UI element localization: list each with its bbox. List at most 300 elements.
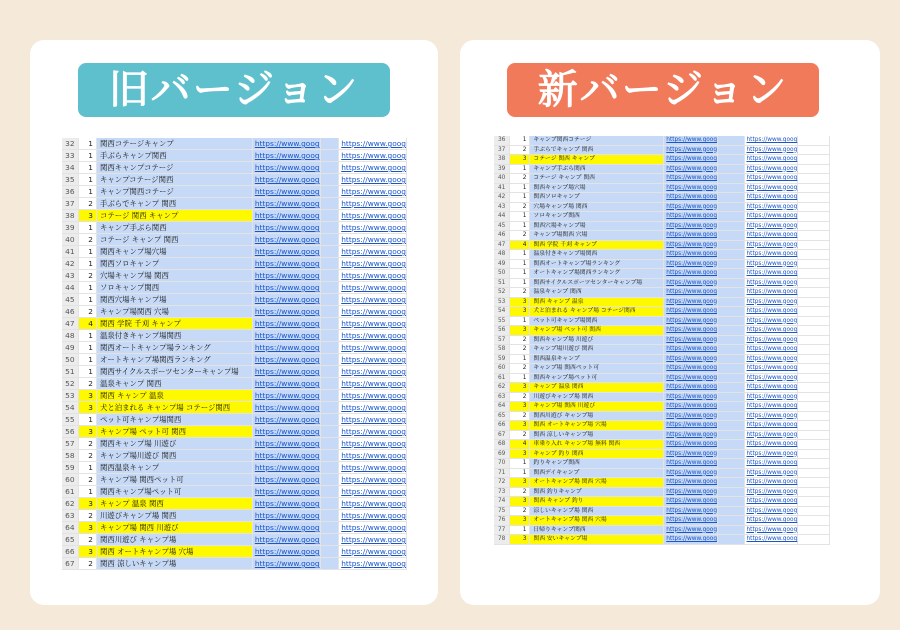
url-link-spacer — [718, 297, 744, 307]
url-link-second[interactable]: https://www.goog — [339, 474, 407, 486]
count-cell: 1 — [510, 278, 530, 288]
url-link[interactable]: https://www.goog — [252, 186, 320, 198]
url-link-spacer — [320, 402, 339, 414]
url-link-second[interactable]: https://www.goog — [744, 316, 798, 326]
row-number: 59 — [62, 462, 78, 474]
keyword-cell: キャンプ関西コテージ — [530, 136, 664, 145]
url-link-spacer — [320, 270, 339, 282]
url-link[interactable]: https://www.goog — [252, 498, 320, 510]
url-link-second[interactable]: https://www.goog — [339, 330, 407, 342]
empty-cell — [798, 174, 830, 184]
count-cell: 1 — [510, 164, 530, 174]
url-link[interactable]: https://www.goog — [664, 478, 718, 488]
keyword-cell: キャンプ場川遊び 関西 — [96, 450, 252, 462]
url-link-second[interactable]: https://www.goog — [339, 510, 407, 522]
url-link[interactable]: https://www.goog — [252, 210, 320, 222]
url-link[interactable]: https://www.goog — [252, 270, 320, 282]
table-row — [62, 510, 407, 522]
url-link-spacer — [718, 259, 744, 269]
url-link[interactable]: https://www.goog — [664, 307, 718, 317]
keyword-cell: ソロキャンプ関西 — [96, 282, 252, 294]
url-link-second[interactable]: https://www.goog — [339, 162, 407, 174]
url-link[interactable]: https://www.goog — [252, 318, 320, 330]
keyword-cell: 犬と泊まれる キャンプ場 コテージ関西 — [96, 402, 252, 414]
row-number: 62 — [62, 498, 78, 510]
url-link-second[interactable]: https://www.goog — [339, 366, 407, 378]
url-link[interactable]: https://www.goog — [664, 202, 718, 212]
url-link[interactable]: https://www.goog — [664, 174, 718, 184]
row-number: 57 — [62, 438, 78, 450]
url-link[interactable]: https://www.goog — [664, 506, 718, 516]
empty-cell — [798, 326, 830, 336]
url-link[interactable]: https://www.goog — [664, 288, 718, 298]
count-cell: 2 — [78, 510, 96, 522]
url-link[interactable]: https://www.goog — [664, 516, 718, 526]
keyword-cell: 関西オートキャンプ場ランキング — [530, 259, 664, 269]
url-link-second[interactable]: https://www.goog — [339, 414, 407, 426]
url-link[interactable]: https://www.goog — [252, 354, 320, 366]
url-link[interactable]: https://www.goog — [664, 411, 718, 421]
url-link-second[interactable]: https://www.goog — [744, 202, 798, 212]
count-cell: 1 — [510, 525, 530, 535]
url-link-second[interactable]: https://www.goog — [744, 535, 798, 545]
count-cell: 1 — [78, 486, 96, 498]
url-link-spacer — [320, 198, 339, 210]
url-link-second[interactable]: https://www.goog — [339, 198, 407, 210]
url-link[interactable]: https://www.goog — [252, 558, 320, 570]
url-link[interactable]: https://www.goog — [664, 316, 718, 326]
url-link-second[interactable]: https://www.goog — [744, 212, 798, 222]
url-link[interactable]: https://www.goog — [664, 326, 718, 336]
count-cell: 2 — [510, 288, 530, 298]
url-link[interactable]: https://www.goog — [664, 164, 718, 174]
url-link-second[interactable]: https://www.goog — [744, 373, 798, 383]
keyword-cell: 関西川遊び キャンプ場 — [96, 534, 252, 546]
url-link-spacer — [718, 231, 744, 241]
url-link[interactable]: https://www.goog — [252, 330, 320, 342]
url-link[interactable]: https://www.goog — [664, 430, 718, 440]
url-link-second[interactable]: https://www.goog — [744, 297, 798, 307]
url-link-second[interactable]: https://www.goog — [339, 558, 407, 570]
old-spreadsheet — [62, 138, 407, 568]
count-cell: 1 — [510, 316, 530, 326]
url-link[interactable]: https://www.goog — [664, 250, 718, 260]
count-cell: 1 — [78, 330, 96, 342]
row-number: 33 — [62, 150, 78, 162]
url-link[interactable]: https://www.goog — [664, 221, 718, 231]
url-link-second[interactable]: https://www.goog — [744, 364, 798, 374]
row-number: 53 — [62, 390, 78, 402]
url-link[interactable]: https://www.goog — [252, 282, 320, 294]
url-link[interactable]: https://www.goog — [252, 390, 320, 402]
keyword-cell: 関西キャンプ場ペット可 — [530, 373, 664, 383]
url-link[interactable]: https://www.goog — [664, 335, 718, 345]
url-link[interactable]: https://www.goog — [664, 497, 718, 507]
url-link-second[interactable]: https://www.goog — [744, 497, 798, 507]
keyword-cell: キャンプ場 関西ペット可 — [96, 474, 252, 486]
empty-cell — [798, 364, 830, 374]
url-link[interactable]: https://www.goog — [252, 138, 320, 150]
keyword-cell: 温泉キャンプ 関西 — [96, 378, 252, 390]
url-link-second[interactable]: https://www.goog — [339, 462, 407, 474]
count-cell: 1 — [510, 373, 530, 383]
table-row — [62, 366, 407, 378]
url-link[interactable]: https://www.goog — [252, 162, 320, 174]
table-row — [494, 212, 830, 222]
url-link-second[interactable]: https://www.goog — [744, 506, 798, 516]
url-link-second[interactable]: https://www.goog — [744, 335, 798, 345]
count-cell: 3 — [78, 498, 96, 510]
row-number: 36 — [62, 186, 78, 198]
table-row — [62, 330, 407, 342]
count-cell: 3 — [510, 297, 530, 307]
url-link-second[interactable]: https://www.goog — [744, 269, 798, 279]
url-link-second[interactable]: https://www.goog — [744, 449, 798, 459]
url-link[interactable]: https://www.goog — [664, 193, 718, 203]
url-link-second[interactable]: https://www.goog — [339, 486, 407, 498]
row-number: 53 — [494, 297, 510, 307]
url-link-second[interactable]: https://www.goog — [339, 306, 407, 318]
count-cell: 2 — [510, 392, 530, 402]
url-link-second[interactable]: https://www.goog — [744, 430, 798, 440]
url-link-second[interactable]: https://www.goog — [339, 270, 407, 282]
url-link-second[interactable]: https://www.goog — [744, 411, 798, 421]
url-link[interactable]: https://www.goog — [252, 402, 320, 414]
url-link-second[interactable]: https://www.goog — [744, 174, 798, 184]
url-link[interactable]: https://www.goog — [252, 222, 320, 234]
keyword-cell: 関西 涼しいキャンプ場 — [530, 430, 664, 440]
count-cell: 1 — [510, 250, 530, 260]
table-row — [494, 155, 830, 165]
url-link-second[interactable]: https://www.goog — [339, 150, 407, 162]
row-number: 77 — [494, 525, 510, 535]
url-link[interactable]: https://www.goog — [664, 525, 718, 535]
url-link[interactable]: https://www.goog — [664, 231, 718, 241]
url-link-spacer — [320, 210, 339, 222]
url-link-second[interactable]: https://www.goog — [339, 402, 407, 414]
url-link-second[interactable]: https://www.goog — [339, 222, 407, 234]
table-row — [494, 478, 830, 488]
url-link-second[interactable]: https://www.goog — [339, 210, 407, 222]
url-link[interactable]: https://www.goog — [664, 297, 718, 307]
url-link[interactable]: https://www.goog — [664, 487, 718, 497]
table-row — [62, 198, 407, 210]
url-link-second[interactable]: https://www.goog — [339, 534, 407, 546]
url-link-second[interactable]: https://www.goog — [339, 174, 407, 186]
row-number: 58 — [62, 450, 78, 462]
keyword-cell: 川遊びキャンプ場 関西 — [530, 392, 664, 402]
url-link-spacer — [718, 421, 744, 431]
keyword-cell: 犬と泊まれる キャンプ場 コテージ関西 — [530, 307, 664, 317]
keyword-cell: ペット可キャンプ場関西 — [530, 316, 664, 326]
url-link[interactable]: https://www.goog — [664, 449, 718, 459]
count-cell: 1 — [510, 136, 530, 145]
url-link-second[interactable]: https://www.goog — [339, 294, 407, 306]
url-link-second[interactable]: https://www.goog — [339, 378, 407, 390]
url-link[interactable]: https://www.goog — [664, 136, 718, 145]
table-row — [494, 468, 830, 478]
url-link[interactable]: https://www.goog — [252, 378, 320, 390]
url-link-spacer — [718, 449, 744, 459]
url-link[interactable]: https://www.goog — [252, 174, 320, 186]
url-link-second[interactable]: https://www.goog — [744, 278, 798, 288]
row-number: 40 — [494, 174, 510, 184]
table-row — [494, 335, 830, 345]
url-link[interactable]: https://www.goog — [664, 392, 718, 402]
table-row — [62, 342, 407, 354]
url-link[interactable]: https://www.goog — [664, 259, 718, 269]
url-link-second[interactable]: https://www.goog — [339, 342, 407, 354]
count-cell: 2 — [510, 345, 530, 355]
row-number: 43 — [62, 270, 78, 282]
url-link-second[interactable]: https://www.goog — [339, 450, 407, 462]
url-link-second[interactable]: https://www.goog — [744, 525, 798, 535]
count-cell: 1 — [78, 282, 96, 294]
keyword-cell: オートキャンプ場 関西 穴場 — [530, 516, 664, 526]
count-cell: 1 — [510, 468, 530, 478]
count-cell: 3 — [78, 426, 96, 438]
url-link-spacer — [320, 222, 339, 234]
url-link[interactable]: https://www.goog — [252, 414, 320, 426]
url-link-spacer — [718, 335, 744, 345]
url-link[interactable]: https://www.goog — [252, 462, 320, 474]
count-cell: 2 — [78, 558, 96, 570]
keyword-cell: 関西キャンプ場 川遊び — [96, 438, 252, 450]
url-link-second[interactable]: https://www.goog — [744, 468, 798, 478]
row-number: 44 — [494, 212, 510, 222]
table-row — [62, 390, 407, 402]
url-link[interactable]: https://www.goog — [252, 486, 320, 498]
url-link-spacer — [718, 497, 744, 507]
url-link-second[interactable]: https://www.goog — [744, 326, 798, 336]
url-link[interactable]: https://www.goog — [252, 150, 320, 162]
url-link-second[interactable]: https://www.goog — [744, 516, 798, 526]
url-link[interactable]: https://www.goog — [664, 459, 718, 469]
table-row — [494, 250, 830, 260]
table-row — [494, 174, 830, 184]
url-link[interactable]: https://www.goog — [664, 183, 718, 193]
keyword-cell: 穴場キャンプ場 関西 — [530, 202, 664, 212]
url-link-second[interactable]: https://www.goog — [339, 426, 407, 438]
row-number: 63 — [494, 392, 510, 402]
url-link[interactable]: https://www.goog — [252, 438, 320, 450]
table-row — [494, 516, 830, 526]
url-link-second[interactable]: https://www.goog — [339, 318, 407, 330]
url-link[interactable]: https://www.goog — [664, 440, 718, 450]
url-link-spacer — [320, 282, 339, 294]
count-cell: 2 — [78, 270, 96, 282]
table-row — [494, 259, 830, 269]
url-link[interactable]: https://www.goog — [252, 546, 320, 558]
url-link-second[interactable]: https://www.goog — [744, 459, 798, 469]
url-link[interactable]: https://www.goog — [664, 373, 718, 383]
url-link[interactable]: https://www.goog — [252, 534, 320, 546]
keyword-cell: 涼しいキャンプ場 関西 — [530, 506, 664, 516]
row-number: 42 — [494, 193, 510, 203]
url-link-second[interactable]: https://www.goog — [339, 522, 407, 534]
count-cell: 2 — [78, 534, 96, 546]
url-link-second[interactable]: https://www.goog — [744, 259, 798, 269]
url-link[interactable]: https://www.goog — [664, 383, 718, 393]
count-cell: 2 — [78, 438, 96, 450]
keyword-cell: 温泉キャンプ 関西 — [530, 288, 664, 298]
url-link-second[interactable]: https://www.goog — [744, 345, 798, 355]
url-link[interactable]: https://www.goog — [664, 155, 718, 165]
url-link[interactable]: https://www.goog — [664, 212, 718, 222]
table-row — [62, 258, 407, 270]
keyword-cell: キャンプ 釣り 関西 — [530, 449, 664, 459]
url-link-second[interactable]: https://www.goog — [744, 392, 798, 402]
url-link-second[interactable]: https://www.goog — [744, 383, 798, 393]
url-link-second[interactable]: https://www.goog — [339, 258, 407, 270]
table-row — [62, 354, 407, 366]
row-number: 50 — [62, 354, 78, 366]
url-link-second[interactable]: https://www.goog — [339, 186, 407, 198]
url-link-spacer — [718, 392, 744, 402]
keyword-cell: キャンプ場 関西 川遊び — [530, 402, 664, 412]
empty-cell — [798, 345, 830, 355]
url-link-second[interactable]: https://www.goog — [744, 183, 798, 193]
url-link-second[interactable]: https://www.goog — [744, 240, 798, 250]
row-number: 65 — [494, 411, 510, 421]
url-link-second[interactable]: https://www.goog — [744, 145, 798, 155]
url-link[interactable]: https://www.goog — [252, 510, 320, 522]
url-link-second[interactable]: https://www.goog — [339, 234, 407, 246]
empty-cell — [798, 402, 830, 412]
url-link[interactable]: https://www.goog — [252, 522, 320, 534]
empty-cell — [798, 297, 830, 307]
url-link[interactable]: https://www.goog — [252, 234, 320, 246]
url-link[interactable]: https://www.goog — [664, 421, 718, 431]
table-row — [494, 354, 830, 364]
url-link[interactable]: https://www.goog — [664, 345, 718, 355]
count-cell: 2 — [510, 231, 530, 241]
url-link[interactable]: https://www.goog — [664, 468, 718, 478]
url-link-second[interactable]: https://www.goog — [744, 164, 798, 174]
url-link-second[interactable]: https://www.goog — [339, 354, 407, 366]
url-link-spacer — [718, 212, 744, 222]
url-link-second[interactable]: https://www.goog — [744, 354, 798, 364]
url-link-spacer — [320, 546, 339, 558]
keyword-cell: 関西キャンプ場ペット可 — [96, 486, 252, 498]
url-link[interactable]: https://www.goog — [252, 450, 320, 462]
url-link-spacer — [718, 525, 744, 535]
empty-cell — [798, 411, 830, 421]
empty-cell — [798, 259, 830, 269]
url-link[interactable]: https://www.goog — [252, 474, 320, 486]
keyword-cell: 関西キャンプコテージ — [96, 162, 252, 174]
url-link-second[interactable]: https://www.goog — [744, 402, 798, 412]
url-link[interactable]: https://www.goog — [664, 354, 718, 364]
url-link-second[interactable]: https://www.goog — [339, 246, 407, 258]
row-number: 41 — [494, 183, 510, 193]
url-link[interactable]: https://www.goog — [252, 246, 320, 258]
url-link-second[interactable]: https://www.goog — [744, 487, 798, 497]
empty-cell — [798, 487, 830, 497]
url-link[interactable]: https://www.goog — [664, 364, 718, 374]
url-link-spacer — [718, 478, 744, 488]
keyword-cell: キャンプ場 関西ペット可 — [530, 364, 664, 374]
url-link-second[interactable]: https://www.goog — [744, 440, 798, 450]
table-row — [494, 269, 830, 279]
empty-cell — [798, 269, 830, 279]
url-link-second[interactable]: https://www.goog — [744, 288, 798, 298]
url-link-second[interactable]: https://www.goog — [339, 282, 407, 294]
table-row — [62, 462, 407, 474]
url-link[interactable]: https://www.goog — [664, 240, 718, 250]
url-link-spacer — [320, 498, 339, 510]
empty-cell — [798, 354, 830, 364]
keyword-cell: 関西 釣りキャンプ — [530, 487, 664, 497]
table-row — [494, 383, 830, 393]
row-number: 78 — [494, 535, 510, 545]
url-link[interactable]: https://www.goog — [664, 402, 718, 412]
keyword-cell: キャンプ場関西 穴場 — [96, 306, 252, 318]
row-number: 74 — [494, 497, 510, 507]
keyword-cell: 関西サイクルスポーツセンターキャンプ場 — [530, 278, 664, 288]
url-link[interactable]: https://www.goog — [664, 278, 718, 288]
url-link[interactable]: https://www.goog — [664, 535, 718, 545]
url-link-second[interactable]: https://www.goog — [744, 193, 798, 203]
table-row — [494, 221, 830, 231]
table-row — [494, 136, 830, 145]
url-link-second[interactable]: https://www.goog — [339, 498, 407, 510]
table-row — [62, 222, 407, 234]
table-row — [494, 525, 830, 535]
url-link-second[interactable]: https://www.goog — [744, 421, 798, 431]
url-link-second[interactable]: https://www.goog — [339, 138, 407, 150]
empty-cell — [798, 164, 830, 174]
url-link-second[interactable]: https://www.goog — [744, 478, 798, 488]
count-cell: 1 — [510, 259, 530, 269]
url-link[interactable]: https://www.goog — [252, 198, 320, 210]
url-link[interactable]: https://www.goog — [664, 145, 718, 155]
url-link-second[interactable]: https://www.goog — [744, 250, 798, 260]
row-number: 39 — [62, 222, 78, 234]
row-number: 36 — [494, 136, 510, 145]
url-link-spacer — [718, 145, 744, 155]
table-row — [494, 364, 830, 374]
url-link[interactable]: https://www.goog — [664, 269, 718, 279]
keyword-cell: オートキャンプ場関西ランキング — [96, 354, 252, 366]
url-link-second[interactable]: https://www.goog — [339, 390, 407, 402]
url-link-second[interactable]: https://www.goog — [339, 438, 407, 450]
url-link[interactable]: https://www.goog — [252, 426, 320, 438]
count-cell: 2 — [510, 411, 530, 421]
table-row — [62, 282, 407, 294]
url-link-second[interactable]: https://www.goog — [339, 546, 407, 558]
url-link[interactable]: https://www.goog — [252, 306, 320, 318]
url-link-second[interactable]: https://www.goog — [744, 155, 798, 165]
url-link-second[interactable]: https://www.goog — [744, 136, 798, 145]
url-link[interactable]: https://www.goog — [252, 294, 320, 306]
url-link-second[interactable]: https://www.goog — [744, 307, 798, 317]
url-link[interactable]: https://www.goog — [252, 342, 320, 354]
empty-cell — [798, 307, 830, 317]
url-link-spacer — [320, 294, 339, 306]
url-link[interactable]: https://www.goog — [252, 258, 320, 270]
empty-cell — [798, 316, 830, 326]
url-link[interactable]: https://www.goog — [252, 366, 320, 378]
table-row — [494, 497, 830, 507]
row-number: 52 — [494, 288, 510, 298]
url-link-second[interactable]: https://www.goog — [744, 231, 798, 241]
url-link-spacer — [718, 221, 744, 231]
count-cell: 2 — [510, 335, 530, 345]
url-link-second[interactable]: https://www.goog — [744, 221, 798, 231]
row-number: 51 — [494, 278, 510, 288]
table-row — [494, 449, 830, 459]
